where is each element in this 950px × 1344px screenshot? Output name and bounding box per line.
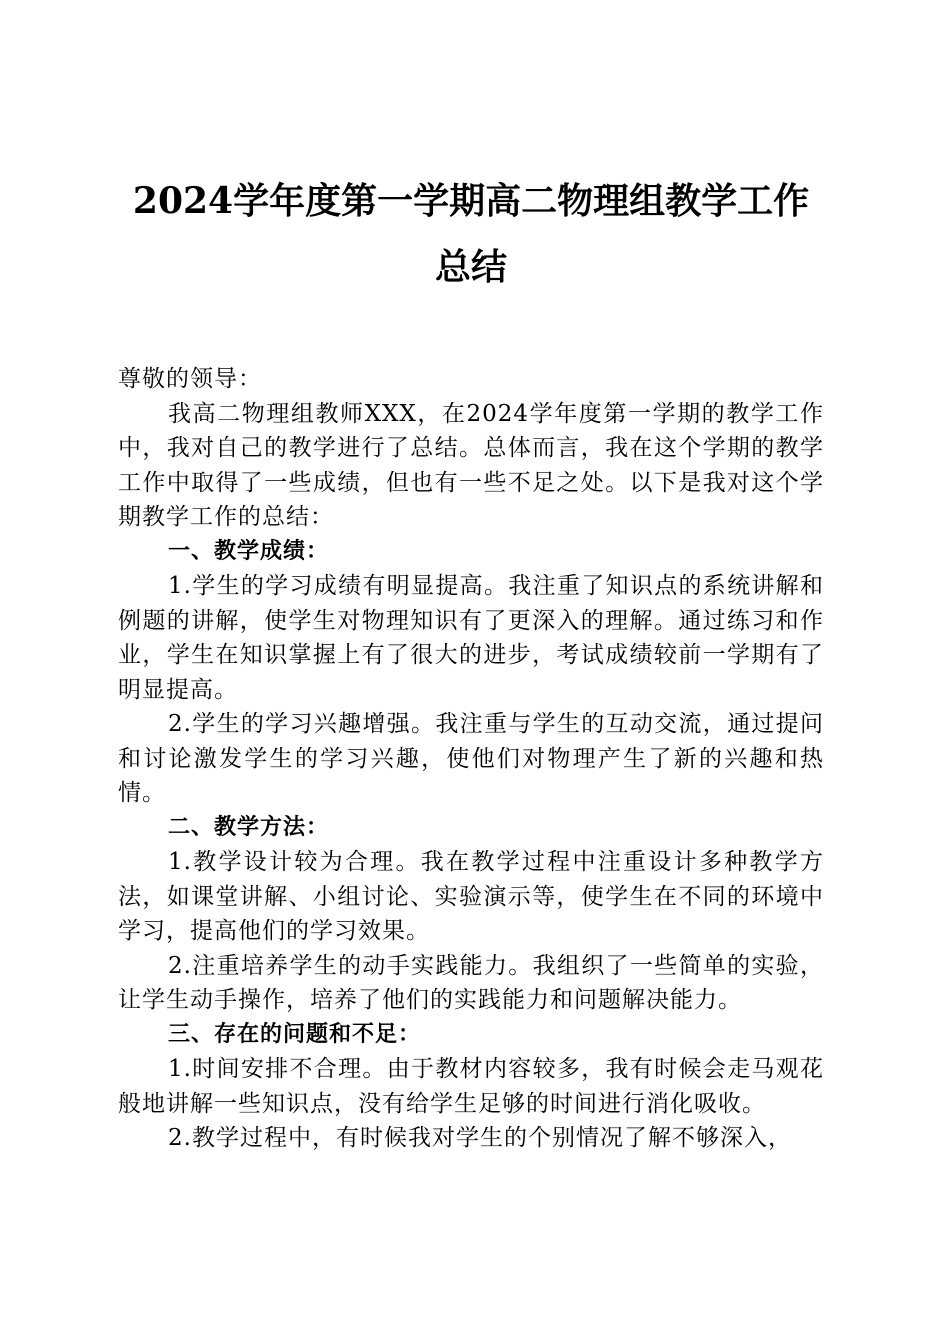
problem-item-1: 1.时间安排不合理。由于教材内容较多，我有时候会走马观花般地讲解一些知识点，没有给学生足够的时间进行消化吸收。 (118, 1056, 824, 1117)
document-title: 2024学年度第一学期高二物理组教学工作总结 (132, 180, 810, 288)
problem-item-2: 2.教学过程中，有时候我对学生的个别情况了解不够深入， (168, 1125, 792, 1151)
method-item-2: 2.注重培养学生的动手实践能力。我组织了一些简单的实验，让学生动手操作，培养了他们的实践能力和问题解决能力。 (118, 952, 824, 1013)
method-item-1: 1.教学设计较为合理。我在教学过程中注重设计多种教学方法，如课堂讲解、小组讨论、实验演示等，使学生在不同的环境中学习，提高他们的学习效果。 (118, 849, 824, 944)
section-heading-achievements: 一、教学成绩： (168, 538, 330, 564)
salutation: 尊敬的领导： (118, 366, 262, 392)
achievement-item-1: 1.学生的学习成绩有明显提高。我注重了知识点的系统讲解和例题的讲解，使学生对物理知识有了更深入的理解。通过练习和作业，学生在知识掌握上有了很大的进步，考试成绩较前一学期有了明显提高。 (118, 573, 824, 703)
achievement-item-2: 2.学生的学习兴趣增强。我注重与学生的互动交流，通过提问和讨论激发学生的学习兴趣，使他们对物理产生了新的兴趣和热情。 (118, 711, 824, 806)
document-body (118, 362, 824, 1156)
intro-paragraph: 我高二物理组教师XXX，在2024学年度第一学期的教学工作中，我对自己的教学进行了总结。总体而言，我在这个学期的教学工作中取得了一些成绩，但也有一些不足之处。以下是我对这个学期教学工作的总结： (118, 400, 824, 530)
section-heading-methods: 二、教学方法： (168, 814, 330, 840)
section-heading-problems: 三、存在的问题和不足： (168, 1021, 422, 1047)
